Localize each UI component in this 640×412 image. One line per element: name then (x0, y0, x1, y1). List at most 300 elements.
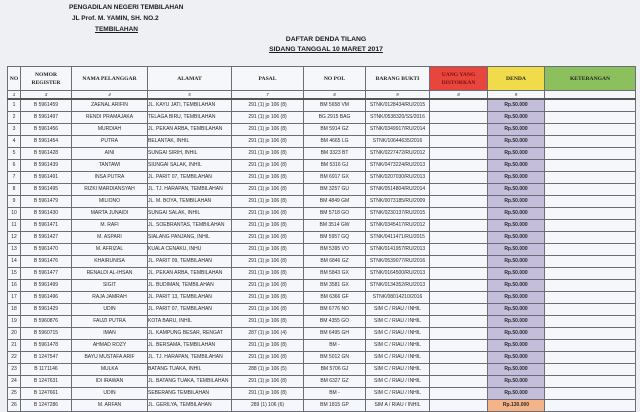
row-pasal: 291 (1) jo 106 (8) (232, 112, 304, 124)
row-nopol: BM 5012 GN (304, 352, 366, 364)
row-alamat: TELAGA BIRU, TEMBILAHAN (148, 112, 232, 124)
row-register: B 1171146 (21, 364, 72, 376)
row-no: 25 (8, 388, 21, 400)
row-register: B 5961495 (21, 184, 72, 196)
row-alamat: JL. GERILYA, TEMBILAHAN (148, 400, 232, 412)
row-register: B 5961439 (21, 160, 72, 172)
row-no: 22 (8, 352, 21, 364)
row-pasal: 291 (1) jo 106 (8) (232, 316, 304, 328)
row-nopol: BM 5914 GZ (304, 124, 366, 136)
row-no: 9 (8, 196, 21, 208)
row-uang-distorkan (430, 292, 488, 304)
row-nama: TANTAWI (72, 160, 148, 172)
row-nama: M. ASPARI (72, 232, 148, 244)
row-keterangan (545, 220, 636, 232)
row-alamat: JL. BERSAMA, TEMBILAHAN (148, 340, 232, 352)
row-no: 13 (8, 244, 21, 256)
row-uang-distorkan (430, 244, 488, 256)
header-nama: NAMA PELANGGAR (72, 67, 148, 91)
row-nama: RENALDI AL-IHSAN (72, 268, 148, 280)
row-keterangan (545, 304, 636, 316)
table-row (8, 280, 636, 292)
table-row (8, 172, 636, 184)
row-barang-bukti: STNK/0411471/RU/2015 (366, 232, 430, 244)
col-index: 8 (304, 91, 366, 100)
row-denda: Rp.50.000 (488, 148, 545, 160)
row-denda: Rp.50.000 (488, 220, 545, 232)
col-index (545, 91, 636, 100)
row-uang-distorkan (430, 388, 488, 400)
header-alamat: ALAMAT (148, 67, 232, 91)
row-uang-distorkan (430, 160, 488, 172)
row-no: 26 (8, 400, 21, 412)
row-nopol: BM 5395 VO (304, 244, 366, 256)
row-barang-bukti: SIM A / RIAU / INHIL (366, 400, 430, 412)
row-nama: MARTA JUNAIDI (72, 208, 148, 220)
row-pasal: 291 (1) jo 106 (8) (232, 292, 304, 304)
row-keterangan (545, 244, 636, 256)
row-alamat: JL. TJ. HARAPAN, TEMBILAHAN (148, 184, 232, 196)
row-no: 14 (8, 256, 21, 268)
row-register: B 5961477 (21, 268, 72, 280)
row-alamat: SIUNGAI SALAK, INHIL (148, 160, 232, 172)
row-denda: Rp.50.000 (488, 244, 545, 256)
row-barang-bukti: STNK/0134352/RU/2013 (366, 280, 430, 292)
header-denda: DENDA (488, 67, 545, 91)
table-row (8, 352, 636, 364)
row-pasal: 291 (1) jo 106 (8) (232, 244, 304, 256)
row-register: B 5960876 (21, 316, 72, 328)
row-nopol: BM 3581 GX (304, 280, 366, 292)
row-denda: Rp.50.000 (488, 280, 545, 292)
table-row (8, 316, 636, 328)
row-denda: Rp.50.000 (488, 292, 545, 304)
row-keterangan (545, 232, 636, 244)
row-register: B 1247631 (21, 376, 72, 388)
table-row (8, 124, 636, 136)
row-no: 8 (8, 184, 21, 196)
row-no: 15 (8, 268, 21, 280)
row-pasal: 291 (1) jo 106 (8) (232, 340, 304, 352)
col-index: 9 (488, 91, 545, 100)
row-barang-bukti: STNK/10644635/2016 (366, 136, 430, 148)
row-register: B 1247661 (21, 388, 72, 400)
row-register: B 5961496 (21, 292, 72, 304)
row-nopol: BM 4355 GO (304, 316, 366, 328)
table-row (8, 112, 636, 124)
row-nopol: BM 6776 NO (304, 304, 366, 316)
row-barang-bukti: STNK/0141957/RU/2013 (366, 244, 430, 256)
header-barang-bukti: BARANG BUKTI (366, 67, 430, 91)
row-register: B 5961428 (21, 148, 72, 160)
row-nama: ZAENAL ARIFIN (72, 99, 148, 112)
row-alamat: SIALANG PANJANG, INHIL (148, 232, 232, 244)
row-nopol: BM 5957 GQ (304, 232, 366, 244)
table-row (8, 148, 636, 160)
column-index-row (8, 91, 636, 100)
row-register: B 5960715 (21, 328, 72, 340)
row-uang-distorkan (430, 124, 488, 136)
row-barang-bukti: STNK/0207030/RU/2013 (366, 172, 430, 184)
col-index: 8 (430, 91, 488, 100)
col-index: 7 (232, 91, 304, 100)
row-register: B 5961476 (21, 256, 72, 268)
row-nopol: BM 6917 GX (304, 172, 366, 184)
row-register: B 5961470 (21, 244, 72, 256)
row-uang-distorkan (430, 316, 488, 328)
row-nama: RAJA JAMRAH (72, 292, 148, 304)
row-alamat: JL. SOEBRANTAS, TEMBILAHAN (148, 220, 232, 232)
row-keterangan (545, 99, 636, 112)
row-keterangan (545, 352, 636, 364)
row-register: B 5961491 (21, 172, 72, 184)
table-row (8, 304, 636, 316)
row-uang-distorkan (430, 136, 488, 148)
row-keterangan (545, 280, 636, 292)
row-uang-distorkan (430, 148, 488, 160)
row-nopol: BM 6495 GH (304, 328, 366, 340)
header-register-line1: NOMOR (34, 71, 58, 78)
row-pasal: 291 (1) jo 106 (8) (232, 268, 304, 280)
row-register: B 5961459 (21, 99, 72, 112)
row-pasal: 291 (1) jo 106 (8) (232, 208, 304, 220)
row-alamat: SUNGAI SIRIH, INHIL (148, 148, 232, 160)
row-keterangan (545, 256, 636, 268)
row-uang-distorkan (430, 196, 488, 208)
row-no: 3 (8, 124, 21, 136)
col-index: 4 (72, 91, 148, 100)
row-register: B 5961499 (21, 280, 72, 292)
row-uang-distorkan (430, 268, 488, 280)
row-keterangan (545, 340, 636, 352)
row-denda: Rp.50.000 (488, 376, 545, 388)
row-alamat: JL. PARIT 13, TEMBILAHAN (148, 292, 232, 304)
row-pasal: 291 (1) jo 106 (8) (232, 256, 304, 268)
row-register: B 5961454 (21, 136, 72, 148)
document-title: DAFTAR DENDA TILANG (285, 36, 367, 43)
row-uang-distorkan (430, 208, 488, 220)
row-no: 10 (8, 208, 21, 220)
row-no: 18 (8, 304, 21, 316)
table-row (8, 292, 636, 304)
row-alamat: JL. BUDIMAN, TEMBILAHAN (148, 280, 232, 292)
row-alamat: JL. KAYU JATI, TEMBILAHAN (148, 99, 232, 112)
col-index: 5 (148, 91, 232, 100)
row-uang-distorkan (430, 328, 488, 340)
row-alamat: JL. PARIT 07, TEMBILAHAN (148, 304, 232, 316)
row-barang-bukti: STNK/0473224/RU/2013 (366, 160, 430, 172)
row-nopol: BM 6846 GZ (304, 256, 366, 268)
row-alamat: JL. BATANG TUAKA, TEMBILAHAN (148, 376, 232, 388)
table-row (8, 256, 636, 268)
row-nopol: BM 4849 GM (304, 196, 366, 208)
row-pasal: 291 (1) jo 106 (8) (232, 220, 304, 232)
row-denda: Rp.50.000 (488, 124, 545, 136)
table-row (8, 388, 636, 400)
row-barang-bukti: STNK/0349917/RU/2014 (366, 124, 430, 136)
row-no: 19 (8, 316, 21, 328)
row-pasal: 291 (1) jo 106 (8) (232, 304, 304, 316)
row-no: 1 (8, 99, 21, 112)
row-register: B 5961497 (21, 112, 72, 124)
row-keterangan (545, 196, 636, 208)
row-no: 4 (8, 136, 21, 148)
row-barang-bukti: STNK/0128434/RU/2015 (366, 99, 430, 112)
row-nopol: BM 5706 GJ (304, 364, 366, 376)
row-barang-bukti: SIM C / RIAU / INHIL (366, 328, 430, 340)
row-denda: Rp.50.000 (488, 172, 545, 184)
row-keterangan (545, 268, 636, 280)
row-uang-distorkan (430, 352, 488, 364)
row-uang-distorkan (430, 184, 488, 196)
row-denda: Rp.50.000 (488, 99, 545, 112)
row-nama: PUTRA (72, 136, 148, 148)
row-register: B 5961479 (21, 196, 72, 208)
row-keterangan (545, 376, 636, 388)
row-barang-bukti: STNK/0345417/RU/2012 (366, 220, 430, 232)
row-pasal: 291 (1) jo 106 (8) (232, 352, 304, 364)
row-nopol: BM 3257 GU (304, 184, 366, 196)
row-nopol: BM 6366 GF (304, 292, 366, 304)
row-denda: Rp.50.000 (488, 352, 545, 364)
row-alamat: JL. PEKAN ARBA, TEMBILAHAN (148, 124, 232, 136)
row-alamat: BATANG TUAKA, INHIL (148, 364, 232, 376)
row-barang-bukti: STNK/0538320/SS/2016 (366, 112, 430, 124)
row-nama: M. RAFI (72, 220, 148, 232)
row-uang-distorkan (430, 400, 488, 412)
table-row (8, 208, 636, 220)
row-no: 17 (8, 292, 21, 304)
row-alamat: JL. KAMPUNG BESAR, RENGAT (148, 328, 232, 340)
header-nopol: NO POL (304, 67, 366, 91)
row-nama: INSA PUTRA (72, 172, 148, 184)
row-barang-bukti: STNK/0514804/RU/2014 (366, 184, 430, 196)
table-row (8, 376, 636, 388)
row-nama: MULKA (72, 364, 148, 376)
row-keterangan (545, 328, 636, 340)
row-no: 2 (8, 112, 21, 124)
row-alamat: JL. PEKAN ARBA, TEMBILAHAN (148, 268, 232, 280)
row-barang-bukti: SIM C / RIAU / INHIL (366, 364, 430, 376)
row-pasal: 291 (1) jo 106 (8) (232, 99, 304, 112)
table-row (8, 220, 636, 232)
row-keterangan (545, 184, 636, 196)
col-index: 9 (366, 91, 430, 100)
table-row (8, 232, 636, 244)
table-row (8, 184, 636, 196)
row-nama: KHAIRUNISA (72, 256, 148, 268)
row-uang-distorkan (430, 256, 488, 268)
row-nama: RIZKI MARDIANSYAH (72, 184, 148, 196)
row-nama: FAUZI PUTRA (72, 316, 148, 328)
row-nopol: BM - (304, 388, 366, 400)
row-pasal: 291 (1) jo 106 (8) (232, 160, 304, 172)
row-nopol: BM - (304, 340, 366, 352)
row-pasal: 291 (1) jo 106 (8) (232, 388, 304, 400)
row-pasal: 291 (1) jo 106 (8) (232, 280, 304, 292)
row-no: 21 (8, 340, 21, 352)
row-pasal: 291 (1) jo 106 (8) (232, 196, 304, 208)
row-register: B 5961471 (21, 220, 72, 232)
row-barang-bukti: SIM C / RIAU / INHIL (366, 376, 430, 388)
row-keterangan (545, 388, 636, 400)
row-nopol: BG 2915 BAG (304, 112, 366, 124)
row-no: 23 (8, 364, 21, 376)
table-row (8, 340, 636, 352)
row-register: B 5961456 (21, 124, 72, 136)
row-pasal: 291 (1) jo 106 (8) (232, 376, 304, 388)
row-uang-distorkan (430, 172, 488, 184)
row-nama: M. ARFAN (72, 400, 148, 412)
row-barang-bukti: SIM C / RIAU / INHIL (366, 304, 430, 316)
row-nama: BAYU MUSTAFA ARIF (72, 352, 148, 364)
row-uang-distorkan (430, 99, 488, 112)
row-denda: Rp.50.000 (488, 388, 545, 400)
row-nama: RENDI PRAMAJAKA (72, 112, 148, 124)
row-barang-bukti: STNK/08014210/2016 (366, 292, 430, 304)
row-denda: Rp.50.000 (488, 340, 545, 352)
row-alamat: SUNGAI SALAK, INHIL (148, 208, 232, 220)
row-barang-bukti: STNK/0230137/RU/2015 (366, 208, 430, 220)
row-barang-bukti: STNK/0164500/RU/2013 (366, 268, 430, 280)
header-row (8, 67, 636, 91)
row-barang-bukti: STNK/0073185/RU/2009 (366, 196, 430, 208)
header-pasal: PASAL (232, 67, 304, 91)
row-keterangan (545, 364, 636, 376)
row-nama: SIGIT (72, 280, 148, 292)
table-row (8, 196, 636, 208)
row-keterangan (545, 112, 636, 124)
table-body (8, 99, 636, 412)
row-register: B 1247286 (21, 400, 72, 412)
row-uang-distorkan (430, 304, 488, 316)
row-uang-distorkan (430, 364, 488, 376)
row-keterangan (545, 124, 636, 136)
row-no: 12 (8, 232, 21, 244)
row-nama: M. AFRIZAL (72, 244, 148, 256)
row-nopol: BM 3323 BT (304, 148, 366, 160)
row-alamat: JL. M. BOYA, TEMBILAHAN (148, 196, 232, 208)
table-row (8, 364, 636, 376)
row-keterangan (545, 400, 636, 412)
row-nopol: BM 1815 GP (304, 400, 366, 412)
row-keterangan (545, 148, 636, 160)
row-nopol: BM 5718 GO (304, 208, 366, 220)
document-subtitle: SIDANG TANGGAL 10 MARET 2017 (269, 46, 383, 53)
row-nopol: BM 5316 GJ (304, 160, 366, 172)
row-keterangan (545, 136, 636, 148)
row-alamat: BELANTAK, INHIL (148, 136, 232, 148)
row-pasal: 289 (1) 106 (6) (232, 400, 304, 412)
row-pasal: 291 (1) jo 106 (8) (232, 232, 304, 244)
row-alamat: JL. TJ. HARAPAN, TEMBILAHAN (148, 352, 232, 364)
header-keterangan: KETERANGAN (545, 67, 636, 91)
row-register: B 5961427 (21, 232, 72, 244)
court-address: JL Prof. M. YAMIN, SH. NO.2 (72, 15, 159, 22)
row-uang-distorkan (430, 220, 488, 232)
row-keterangan (545, 292, 636, 304)
row-denda: Rp.50.000 (488, 208, 545, 220)
header-register-line2: REGISTER (31, 79, 61, 86)
row-alamat: SEBERANG TEMBILAHAN (148, 388, 232, 400)
header-uang-distorkan (430, 67, 488, 91)
row-no: 24 (8, 376, 21, 388)
row-denda: Rp.50.000 (488, 112, 545, 124)
row-nopol: BM 6327 GZ (304, 376, 366, 388)
row-alamat: JL. PARIT 07, TEMBILAHAN (148, 172, 232, 184)
row-register: B 1247547 (21, 352, 72, 364)
row-no: 5 (8, 148, 21, 160)
row-nama: MURDIAH (72, 124, 148, 136)
col-index: 3 (21, 91, 72, 100)
row-denda: Rp.50.000 (488, 232, 545, 244)
row-pasal: 291 (1) jo 106 (8) (232, 172, 304, 184)
row-barang-bukti: SIM C / RIAU / INHIL (366, 352, 430, 364)
col-index: 1 (8, 91, 21, 100)
row-nama: MILIONO (72, 196, 148, 208)
row-pasal: 291 (1) jo 106 (8) (232, 136, 304, 148)
row-nama: IMAN (72, 328, 148, 340)
table-row (8, 160, 636, 172)
row-barang-bukti: STNK/0227472/RU/2012 (366, 148, 430, 160)
row-denda: Rp.50.000 (488, 196, 545, 208)
row-uang-distorkan (430, 376, 488, 388)
row-denda: Rp.50.000 (488, 256, 545, 268)
row-pasal: 291 (1) jo 106 (8) (232, 148, 304, 160)
row-no: 20 (8, 328, 21, 340)
row-keterangan (545, 316, 636, 328)
row-denda: Rp.50.000 (488, 364, 545, 376)
row-keterangan (545, 172, 636, 184)
row-alamat: KUALA CENAKU, INHU (148, 244, 232, 256)
row-no: 11 (8, 220, 21, 232)
row-pasal: 291 (1) jo 106 (8) (232, 184, 304, 196)
row-pasal: 287 (1) jo 106 (4) (232, 328, 304, 340)
header-uang-line1: UANG YANG (441, 71, 476, 78)
row-keterangan (545, 160, 636, 172)
table-row (8, 99, 636, 112)
row-nopol: BM 5658 VM (304, 99, 366, 112)
row-nopol: BM 3514 GW (304, 220, 366, 232)
header-uang-line2: DISTORKAN (441, 79, 476, 86)
header-no: NO (8, 67, 21, 91)
header-register (21, 67, 72, 91)
row-uang-distorkan (430, 280, 488, 292)
row-register: B 5961429 (21, 304, 72, 316)
row-alamat: KOTA BARU, INHIL (148, 316, 232, 328)
row-nama: AINI (72, 148, 148, 160)
row-denda: Rp.130.000 (488, 400, 545, 412)
row-barang-bukti: SIM C / RIAU / INHIL (366, 388, 430, 400)
row-nopol: BM 4665 LG (304, 136, 366, 148)
row-denda: Rp.50.000 (488, 160, 545, 172)
row-register: B 5961478 (21, 340, 72, 352)
row-uang-distorkan (430, 340, 488, 352)
row-denda: Rp.50.000 (488, 304, 545, 316)
row-no: 16 (8, 280, 21, 292)
row-alamat: JL. PARIT 09, TEMBILAHAN (148, 256, 232, 268)
row-keterangan (545, 208, 636, 220)
row-register: B 5961430 (21, 208, 72, 220)
row-pasal: 291 (1) jo 106 (8) (232, 124, 304, 136)
row-no: 6 (8, 160, 21, 172)
row-barang-bukti: SIM C / RIAU / INHIL (366, 340, 430, 352)
row-nama: UDIN (72, 304, 148, 316)
row-nama: UDIN (72, 388, 148, 400)
row-nopol: BM 5843 GX (304, 268, 366, 280)
table-row (8, 400, 636, 412)
row-denda: Rp.50.000 (488, 184, 545, 196)
